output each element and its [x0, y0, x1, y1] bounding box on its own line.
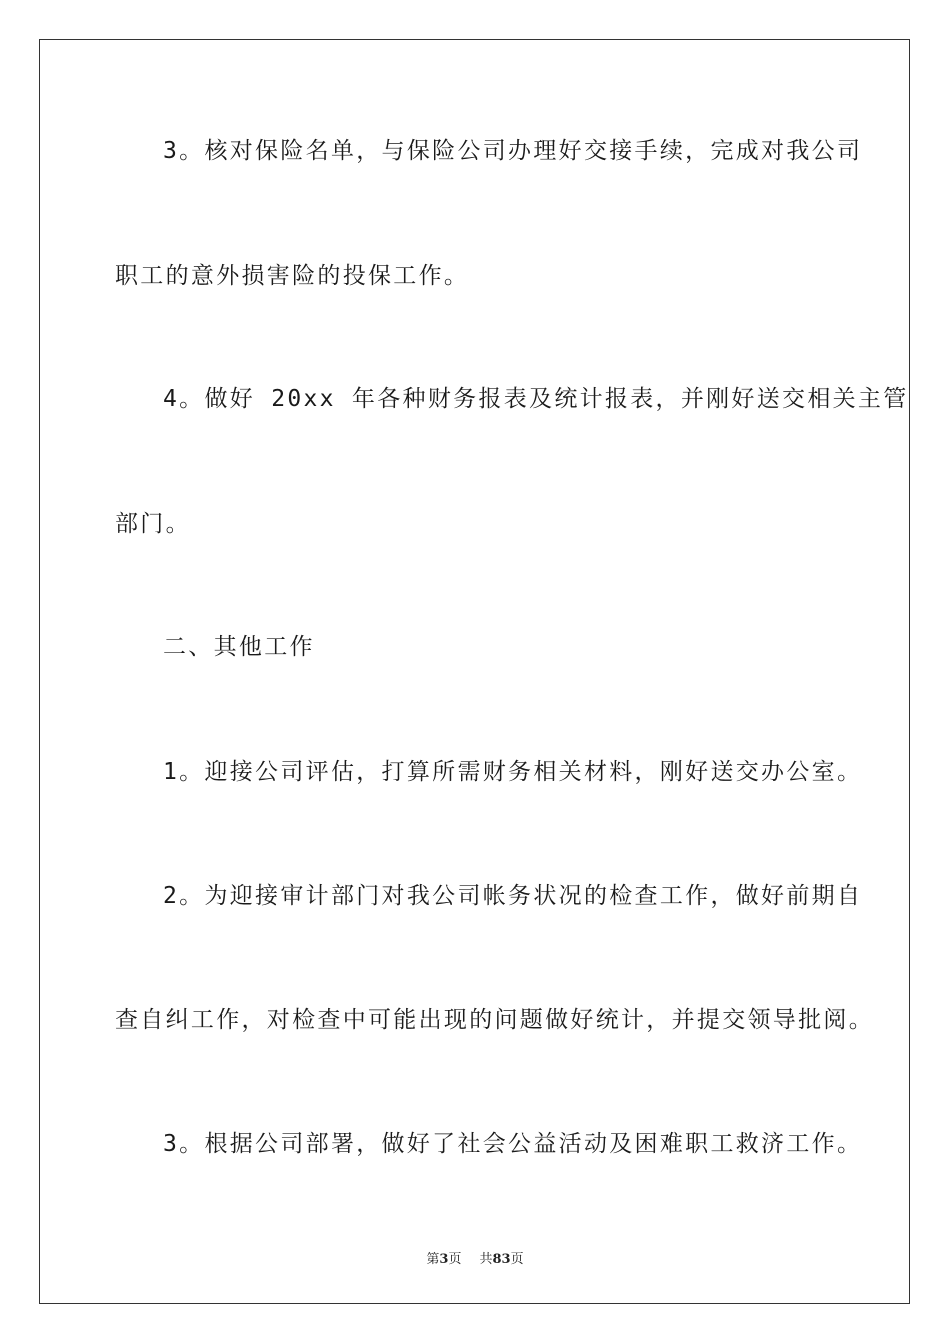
paragraph-line-8: 查自纠工作，对检查中可能出现的问题做好统计，并提交领导批阅。 — [115, 1007, 874, 1033]
page-suffix: 页 — [448, 1252, 462, 1267]
page-prefix: 第 — [426, 1252, 440, 1267]
total-prefix: 共 — [479, 1252, 493, 1267]
paragraph-line-1: 3。核对保险名单，与保险公司办理好交接手续，完成对我公司 — [163, 138, 863, 164]
paragraph-line-7: 2。为迎接审计部门对我公司帐务状况的检查工作，做好前期自 — [163, 883, 863, 909]
paragraph-line-9: 3。根据公司部署，做好了社会公益活动及困难职工救济工作。 — [163, 1131, 863, 1157]
section-heading: 二、其他工作 — [163, 634, 315, 660]
page-footer — [0, 1248, 950, 1267]
paragraph-line-3: 4。做好 20xx 年各种财务报表及统计报表，并刚好送交相关主管 — [163, 386, 909, 412]
paragraph-line-2: 职工的意外损害险的投保工作。 — [115, 263, 470, 289]
total-pages: 83 — [492, 1252, 511, 1267]
paragraph-line-4: 部门。 — [115, 511, 191, 537]
paragraph-line-6: 1。迎接公司评估，打算所需财务相关材料，刚好送交办公室。 — [163, 759, 863, 785]
page-border — [39, 39, 910, 1304]
total-suffix: 页 — [510, 1252, 524, 1267]
page-number: 3 — [439, 1252, 449, 1267]
